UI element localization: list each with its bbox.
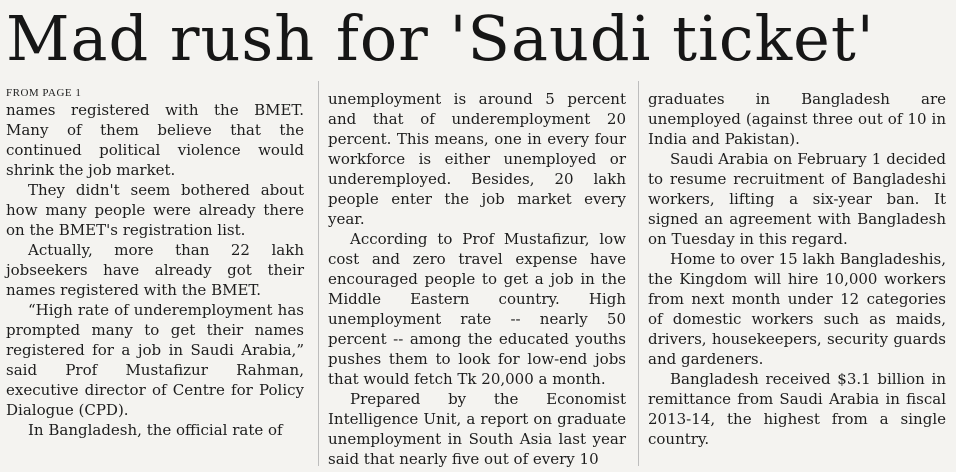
paragraph: According to Prof Mustafizur, low cost and zero travel expense have encouraged people to get a job in the Middle Eastern country. High unemployment rate -- nearly 50 percent -- among the educated youths pushes them to look for low-end jobs that would fetch Tk 20,000 a month.	[328, 230, 626, 388]
column-divider	[318, 81, 319, 466]
paragraph: unemployment is around 5 percent and that of underemployment 20 percent. This means, one in every four workforce is either unemployed or underemployed. Besides, 20 lakh people enter the job market every year.	[328, 90, 626, 228]
article-column-3	[648, 89, 946, 449]
paragraph: Prepared by the Economist Intelligence Unit, a report on graduate unemployment in South Asia last year said that nearly five out of every 10	[328, 390, 626, 468]
paragraph: Home to over 15 lakh Bangladeshis, the Kingdom will hire 10,000 workers from next month under 12 categories of domestic workers such as maids, drivers, housekeepers, security guards and gardeners.	[648, 250, 946, 368]
article-column-2	[328, 89, 626, 469]
paragraph: In Bangladesh, the official rate of	[28, 421, 283, 439]
paragraph: Bangladesh received $3.1 billion in remittance from Saudi Arabia in fiscal 2013-14, the highest from a single country.	[648, 370, 946, 448]
article-column-1	[6, 86, 304, 440]
paragraph: Actually, more than 22 lakh jobseekers have already got their names registered with the BMET.	[6, 241, 304, 299]
column-divider	[638, 81, 639, 466]
paragraph: They didn't seem bothered about how many people were already there on the BMET's registration list.	[6, 181, 304, 239]
paragraph: names registered with the BMET. Many of them believe that the continued political violence would shrink the job market.	[6, 101, 304, 179]
page-jump-label: FROM PAGE 1	[6, 87, 82, 99]
paragraph: graduates in Bangladesh are unemployed (against three out of 10 in India and Pakistan).	[648, 90, 946, 148]
paragraph: Saudi Arabia on February 1 decided to resume recruitment of Bangladeshi workers, lifting a six-year ban. It signed an agreement with Bangladesh on Tuesday in this regard.	[648, 150, 946, 248]
paragraph: “High rate of underemployment has prompted many to get their names registered for a job in Saudi Arabia,” said Prof Mustafizur Rahman, executive director of Centre for Policy Dialogue (CPD).	[6, 301, 304, 419]
headline: Mad rush for 'Saudi ticket'	[6, 2, 875, 75]
